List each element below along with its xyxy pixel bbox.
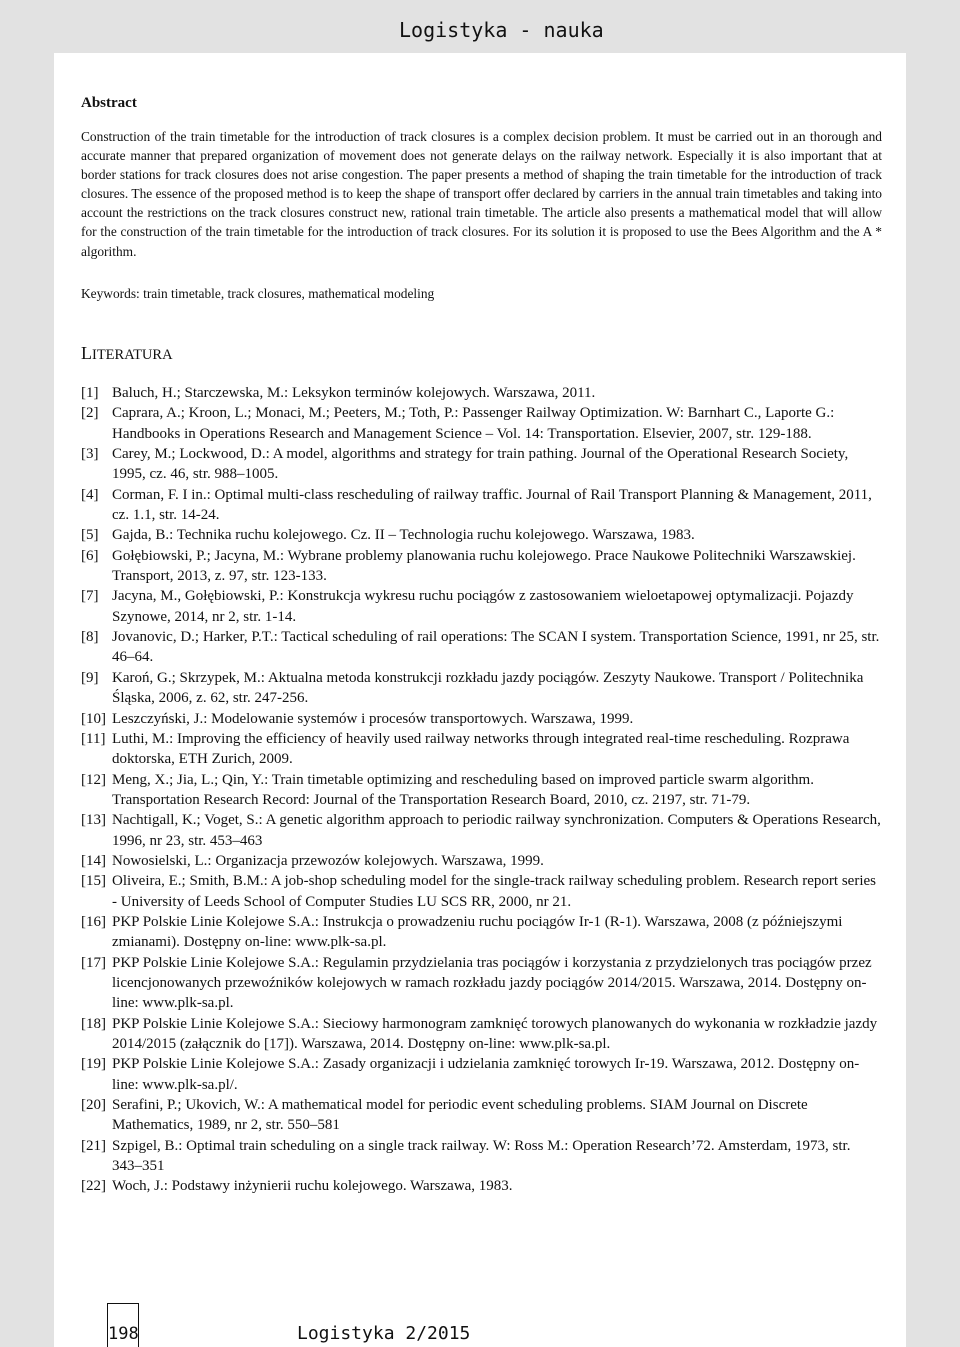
reference-item	[81, 851, 881, 871]
reference-number: [4]	[81, 486, 99, 503]
reference-item	[81, 871, 881, 912]
literature-heading-rest: ITERATURA	[92, 347, 173, 363]
reference-text: Luthi, M.: Improving the efficiency of heavily used railway networks through integrated real-time rescheduling. Rozprawa doktorska, ETH Zurich, 2009.	[112, 730, 850, 768]
reference-item	[81, 770, 881, 811]
reference-text: Carey, M.; Lockwood, D.: A model, algorithms and strategy for train pathing. Journal of the Operational Research Society, 1995, cz. 46, str. 988–1005.	[112, 446, 849, 483]
reference-number: [21]	[81, 1137, 106, 1154]
reference-item	[81, 627, 881, 668]
reference-item	[81, 586, 881, 627]
reference-number: [8]	[81, 629, 99, 646]
literature-heading	[81, 343, 173, 364]
reference-number: [16]	[81, 913, 106, 930]
reference-item	[81, 403, 881, 444]
reference-text: PKP Polskie Linie Kolejowe S.A.: Regulamin przydzielania tras pociągów i korzystania z przydzielonych tras pociągów przez licencjonowanych przewoźników kolejowych w ramach rozkładu jazdy pociągów 2014/2015. Warszawa, 2014. Dostępny on-line: www.plk-sa.pl.	[112, 954, 872, 1012]
reference-item	[81, 668, 881, 709]
reference-item	[81, 485, 881, 526]
reference-text: Oliveira, E.; Smith, B.M.: A job-shop scheduling model for the single-track railway scheduling problem. Research report series - University of Leeds School of Computer Studies LU SCS RR, 2000, nr 21.	[112, 873, 876, 910]
reference-text: Leszczyński, J.: Modelowanie systemów i procesów transportowych. Warszawa, 1999.	[112, 710, 634, 727]
reference-text: Nowosielski, L.: Organizacja przewozów kolejowych. Warszawa, 1999.	[112, 852, 544, 869]
reference-number: [12]	[81, 771, 106, 788]
keywords: Keywords: train timetable, track closures, mathematical modeling	[81, 286, 435, 301]
reference-item	[81, 1095, 881, 1136]
reference-item	[81, 1014, 881, 1055]
reference-text: Nachtigall, K.; Voget, S.: A genetic algorithm approach to periodic railway synchronization. Computers & Operations Research, 1996, nr 23, str. 453–463	[112, 812, 881, 849]
page-number: 198	[108, 1324, 139, 1344]
reference-item	[81, 810, 881, 851]
reference-text: Karoń, G.; Skrzypek, M.: Aktualna metoda konstrukcji rozkładu jazdy pociągów. Zeszyty Naukowe. Transport / Politechnika Śląska, 2006, z. 62, str. 247-256.	[112, 669, 864, 707]
reference-text: Szpigel, B.: Optimal train scheduling on a single track railway. W: Ross M.: Operation Research’72. Amsterdam, 1973, str. 343–351	[112, 1137, 851, 1175]
reference-item	[81, 1136, 881, 1177]
reference-item	[81, 709, 881, 729]
reference-number: [2]	[81, 405, 99, 422]
reference-item	[81, 1054, 881, 1095]
reference-item	[81, 383, 881, 403]
reference-number: [14]	[81, 852, 106, 869]
reference-number: [6]	[81, 547, 99, 564]
reference-text: PKP Polskie Linie Kolejowe S.A.: Instrukcja o prowadzeniu ruchu pociągów Ir-1 (R-1). Warszawa, 2008 (z późniejszymi zmianami). Dostępny on-line: www.plk-sa.pl.	[112, 913, 843, 951]
reference-text: Meng, X.; Jia, L.; Qin, Y.: Train timetable optimizing and rescheduling based on improved particle swarm algorithm. Transportation Research Record: Journal of the Transportation Research Board, 2010, cz. 2197, str. 71-79.	[112, 771, 814, 808]
reference-item	[81, 525, 881, 545]
reference-item	[81, 912, 881, 953]
reference-number: [3]	[81, 446, 99, 463]
reference-text: Corman, F. I in.: Optimal multi-class rescheduling of railway traffic. Journal of Rail Transport Planning & Management, 2011, cz. 1.1, str. 14-24.	[112, 486, 872, 524]
reference-number: [7]	[81, 588, 99, 605]
reference-number: [13]	[81, 812, 106, 829]
reference-number: [22]	[81, 1178, 106, 1195]
reference-text: Baluch, H.; Starczewska, M.: Leksykon terminów kolejowych. Warszawa, 2011.	[112, 385, 596, 401]
reference-number: [18]	[81, 1015, 106, 1032]
reference-item	[81, 953, 881, 1014]
reference-item	[81, 729, 881, 770]
reference-text: Gołębiowski, P.; Jacyna, M.: Wybrane problemy planowania ruchu kolejowego. Prace Naukowe Politechniki Warszawskiej. Transport, 2013, z. 97, str. 123-133.	[112, 547, 856, 585]
reference-list	[81, 383, 881, 1197]
reference-number: [10]	[81, 710, 106, 727]
abstract-heading: Abstract	[81, 95, 137, 111]
reference-text: PKP Polskie Linie Kolejowe S.A.: Sieciowy harmonogram zamknięć torowych planowanych do wykonania w rozkładzie jazdy 2014/2015 (załącznik do [17]). Warszawa, 2014. Dostępny on-line: www.plk-sa.pl.	[112, 1015, 878, 1052]
literature-heading-initial: L	[81, 343, 92, 363]
reference-number: [9]	[81, 669, 99, 686]
reference-number: [1]	[81, 385, 99, 401]
reference-text: Woch, J.: Podstawy inżynierii ruchu kolejowego. Warszawa, 1983.	[112, 1178, 513, 1195]
page-number-box	[107, 1303, 139, 1347]
reference-item	[81, 444, 881, 485]
reference-text: Serafini, P.; Ukovich, W.: A mathematical model for periodic event scheduling problems. SIAM Journal on Discrete Mathematics, 1989, nr 2, str. 550–581	[112, 1097, 808, 1134]
reference-number: [20]	[81, 1097, 106, 1114]
reference-item	[81, 546, 881, 587]
reference-text: Jacyna, M., Gołębiowski, P.: Konstrukcja wykresu ruchu pociągów z zastosowaniem wieloetapowej optymalizacji. Pojazdy Szynowe, 2014, nr 2, str. 1-14.	[112, 588, 854, 625]
running-header-title: Logistyka - nauka	[399, 18, 604, 42]
reference-number: [15]	[81, 873, 106, 890]
abstract-text: Construction of the train timetable for the introduction of track closures is a complex decision problem. It must be carried out in an thorough and accurate manner that prepared organization of movement does not generate delays on the railway network. Especially it is also important that at border stations for track closures does not arise congestion. The paper presents a method of shaping the train timetable for the introduction of track closures. The essence of the proposed method is to keep the shape of transport offer declared by carriers in the annual train timetables and taking into account the restrictions on the track closures construct new, rational train timetable. The article also presents a mathematical model that will allow for the construction of the train timetable for the introduction of track closures. For its solution it is proposed to use the Bees Algorithm and the A * algorithm.	[81, 129, 882, 259]
reference-text: Gajda, B.: Technika ruchu kolejowego. Cz. II – Technologia ruchu kolejowego. Warszawa, 1983.	[112, 527, 695, 544]
reference-number: [5]	[81, 527, 99, 544]
page-content	[54, 53, 906, 1347]
reference-text: Caprara, A.; Kroon, L.; Monaci, M.; Peeters, M.; Toth, P.: Passenger Railway Optimization. W: Barnhart C., Laporte G.: Handbooks in Operations Research and Management Science – Vol. 14: Transportation. Elsevier, 2007, str. 129-188.	[112, 405, 835, 442]
reference-number: [11]	[81, 730, 106, 747]
reference-number: [17]	[81, 954, 106, 971]
footer-journal-name: Logistyka 2/2015	[297, 1323, 471, 1344]
reference-number: [19]	[81, 1056, 106, 1073]
reference-item	[81, 1176, 881, 1196]
reference-text: Jovanovic, D.; Harker, P.T.: Tactical scheduling of rail operations: The SCAN I system. Transportation Science, 1991, nr 25, str. 46–64.	[112, 629, 880, 666]
reference-text: PKP Polskie Linie Kolejowe S.A.: Zasady organizacji i udzielania zamknięć torowych Ir-19. Warszawa, 2012. Dostępny on-line: www.plk-sa.pl/.	[112, 1056, 860, 1093]
